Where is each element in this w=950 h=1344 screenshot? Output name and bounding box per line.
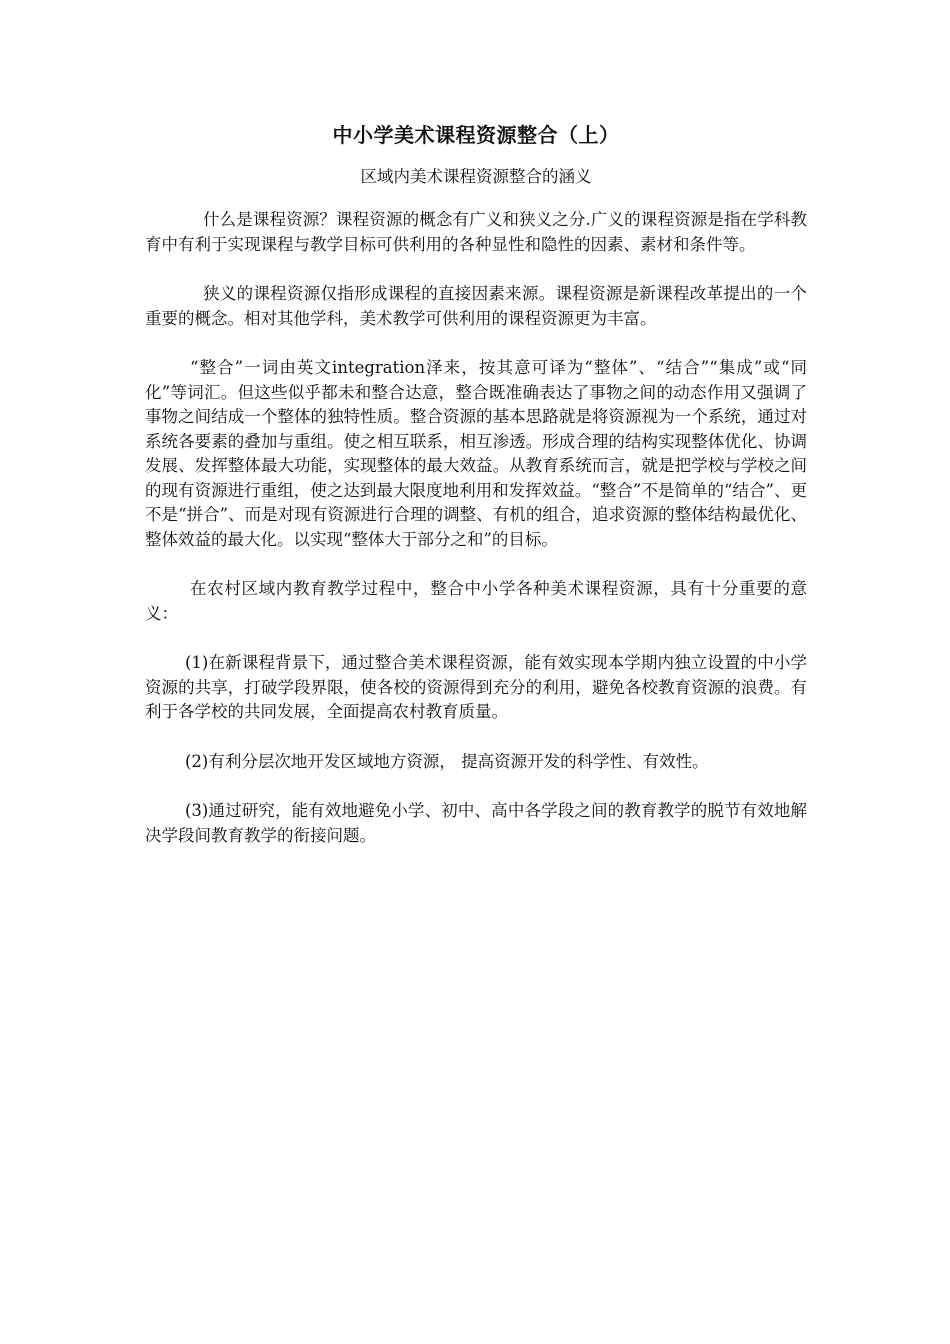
paragraph-narrow-definition: 狭义的课程资源仅指形成课程的直接因素来源。课程资源是新课程改革提出的一个重要的概念。相对其他学科，美术教学可供利用的课程资源更为丰富。 bbox=[145, 284, 807, 328]
paragraph-course-resource-definition: 什么是课程资源？课程资源的概念有广义和狭义之分.广义的课程资源是指在学科教育中有利于实现课程与教学目标可供利用的各种显性和隐性的因素、素材和条件等。 bbox=[145, 210, 807, 254]
list-item-significance-2: (2)有利分层次地开发区域地方资源， 提高资源开发的科学性、有效性。 bbox=[185, 751, 709, 771]
list-item-significance-3: (3)通过研究，能有效地避免小学、初中、高中各学段之间的教育教学的脱节有效地解决学段间教育教学的衔接问题。 bbox=[145, 801, 807, 845]
section-subtitle: 区域内美术课程资源整合的涵义 bbox=[360, 167, 592, 186]
document-body bbox=[145, 120, 807, 873]
paragraph-rural-significance: 在农村区域内教育教学过程中，整合中小学各种美术课程资源，具有十分重要的意义： bbox=[145, 579, 807, 623]
list-item-significance-1: (1)在新课程背景下，通过整合美术课程资源，能有效实现本学期内独立设置的中小学资源的共享，打破学段界限，使各校的资源得到充分的利用，避免各校教育资源的浪费。有利于各学校的共同发展，全面提高农村教育质量。 bbox=[145, 653, 807, 721]
paragraph-integration-meaning: “整合”一词由英文integration泽来，按其意可译为“整体”、“结合”“集成”或“同 化”等词汇。但这些似乎都未和整合达意，整合既准确表达了事物之间的动态作用又强调了事物之间结成一个整体的独特性质。整合资源的基本思路就是将资源视为一个系统，通过对系统各要素的叠加与重组。使之相互联系，相互渗透。形成合理的结构实现整体优化、协调发展、发挥整体最大功能，实现整体的最大效益。从教育系统而言，就是把学校与学校之间的现有资源进行重组，使之达到最大限度地利用和发挥效益。“整合”不是简单的“结合”、更不是“拼合”、而是对现有资源进行合理的调整、有机的组合，追求资源的整体结构最优化、整体效益的最大化。以实现“整体大于部分之和”的目标。 bbox=[145, 358, 807, 549]
document-title: 中小学美术课程资源整合（上） bbox=[332, 123, 620, 147]
